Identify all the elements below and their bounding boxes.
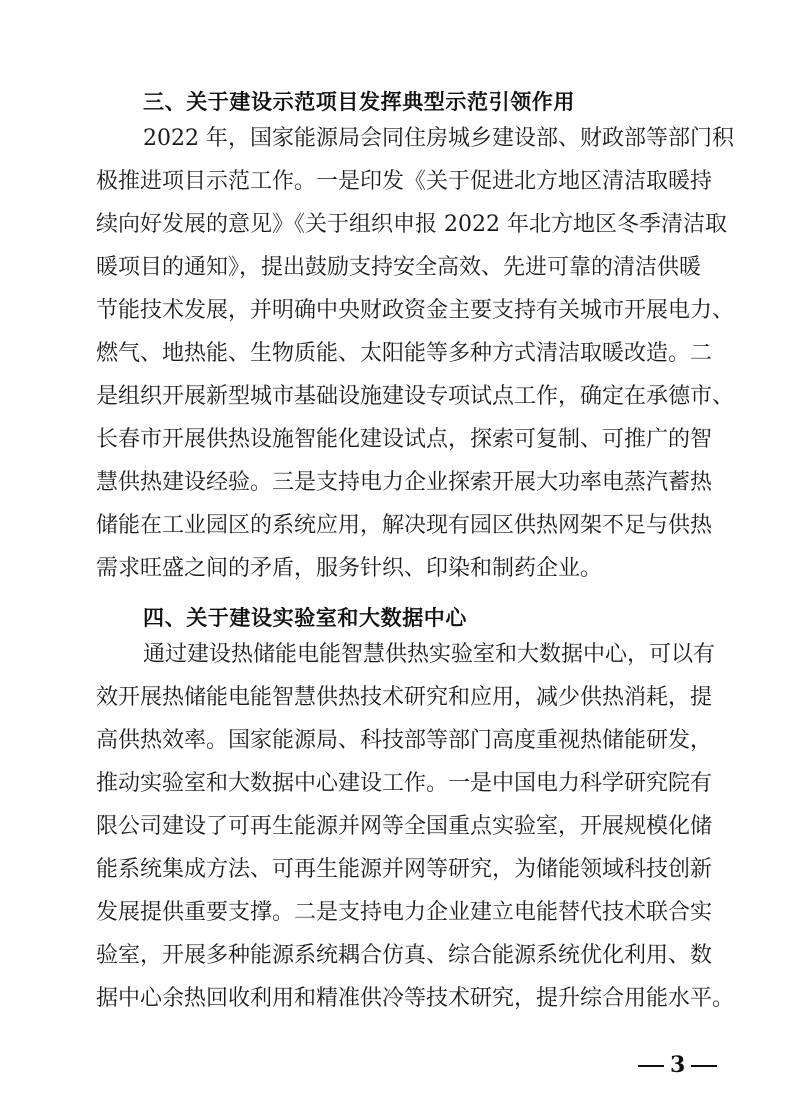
paragraph-line: 续向好发展的意见》《关于组织申报 2022 年北方地区冬季清洁取: [96, 212, 727, 237]
page-number-dash-left: [638, 1065, 664, 1067]
paragraph-line: 推动实验室和大数据中心建设工作。一是中国电力科学研究院有: [96, 771, 713, 796]
paragraph-line: 通过建设热储能电能智慧供热实验室和大数据中心，可以有: [143, 642, 716, 667]
paragraph-line: 需求旺盛之间的矛盾，服务针织、印染和制药企业。: [96, 556, 603, 581]
paragraph-line: 长春市开展供热设施智能化建设试点，探索可复制、可推广的智: [96, 427, 713, 452]
paragraph-line: 2022 年，国家能源局会同住房城乡建设部、财政部等部门积: [143, 126, 734, 151]
paragraph-line: 极推进项目示范工作。一是印发《关于促进北方地区清洁取暖持: [96, 169, 713, 194]
paragraph-line: 验室，开展多种能源系统耦合仿真、综合能源系统优化利用、数: [96, 943, 713, 968]
paragraph-line: 节能技术发展，并明确中央财政资金主要支持有关城市开展电力、: [96, 298, 735, 323]
page-number: [632, 1052, 723, 1078]
section-4-heading: 四、关于建设实验室和大数据中心: [143, 606, 467, 630]
paragraph-line: 储能在工业园区的系统应用，解决现有园区供热网架不足与供热: [96, 513, 713, 538]
paragraph-line: 限公司建设了可再生能源并网等全国重点实验室，开展规模化储: [96, 814, 713, 839]
paragraph-line: 高供热效率。国家能源局、科技部等部门高度重视热储能研发，: [96, 728, 713, 753]
paragraph-line: 发展提供重要支撑。二是支持电力企业建立电能替代技术联合实: [96, 900, 713, 925]
paragraph-line: 据中心余热回收利用和精准供冷等技术研究，提升综合用能水平。: [96, 986, 735, 1011]
paragraph-line: 燃气、地热能、生物质能、太阳能等多种方式清洁取暖改造。二: [96, 341, 713, 366]
paragraph-line: 能系统集成方法、可再生能源并网等研究，为储能领域科技创新: [96, 857, 713, 882]
paragraph-line: 效开展热储能电能智慧供热技术研究和应用，减少供热消耗，提: [96, 685, 713, 710]
section-3-heading: 三、关于建设示范项目发挥典型示范引领作用: [143, 90, 575, 114]
paragraph-line: 暖项目的通知》，提出鼓励支持安全高效、先进可靠的清洁供暖: [96, 255, 702, 280]
page-number-value: 3: [670, 1052, 686, 1078]
paragraph-line: 是组织开展新型城市基础设施建设专项试点工作，确定在承德市、: [96, 384, 735, 409]
page-number-dash-right: [691, 1065, 717, 1067]
paragraph-line: 慧供热建设经验。三是支持电力企业探索开展大功率电蒸汽蓄热: [96, 470, 713, 495]
